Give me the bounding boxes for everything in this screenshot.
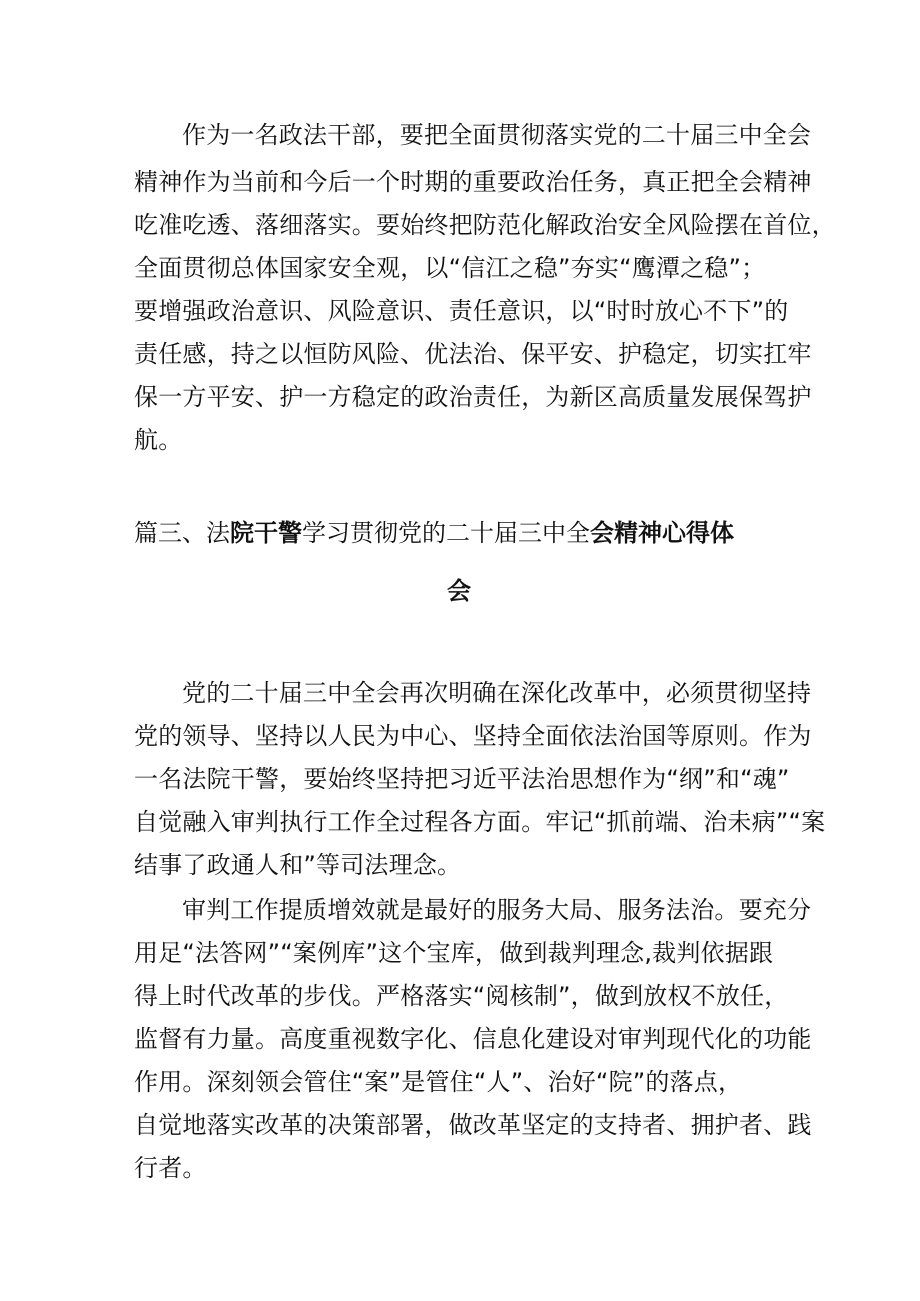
heading-part-bold: 院干警 xyxy=(230,519,302,547)
paragraph-line: 得上时代改革的步伐。严格落实“阅核制”，做到放权不放任， xyxy=(134,982,789,1010)
paragraph-line: 保一方平安、护一方稳定的政治责任，为新区高质量发展保驾护 xyxy=(134,383,812,411)
paragraph-line: 吃准吃透、落细落实。要始终把防范化解政治安全风险摆在首位， xyxy=(134,211,836,239)
paragraph-line: 党的领导、坚持以人民为中心、坚持全面依法治国等原则。作为 xyxy=(134,722,812,750)
paragraph-line: 用足“法答网”“案例库”这个宝库，做到裁判理念,裁判依据跟 xyxy=(134,939,774,967)
paragraph-line: 一名法院干警，要始终坚持把习近平法治思想作为“纲”和“魂” xyxy=(134,765,790,793)
heading-part-bold: 会精神心得体 xyxy=(590,519,734,547)
paragraph-line: 要增强政治意识、风险意识、责任意识，以“时时放心不下”的 xyxy=(134,297,789,325)
paragraph-line: 党的二十届三中全会再次明确在深化改革中，必须贯彻坚持 xyxy=(182,679,812,707)
paragraph-line: 监督有力量。高度重视数字化、信息化建设对审判现代化的功能 xyxy=(134,1025,812,1053)
paragraph-line: 行者。 xyxy=(134,1154,207,1182)
section-heading-continuation: 会 xyxy=(447,577,471,605)
paragraph-line: 结事了政通人和”等司法理念。 xyxy=(134,851,462,879)
paragraph-line: 自觉融入审判执行工作全过程各方面。牢记“抓前端、治未病”“案 xyxy=(134,808,826,836)
paragraph-line: 自觉地落实改革的决策部署，做改革坚定的支持者、拥护者、践 xyxy=(134,1111,812,1139)
paragraph-line: 全面贯彻总体国家安全观，以“信江之稳”夯实“鹰潭之稳”； xyxy=(134,254,766,282)
paragraph-line: 责任感，持之以恒防风险、优法治、保平安、护稳定，切实扛牢 xyxy=(134,340,812,368)
section-heading xyxy=(134,518,734,548)
heading-part: 篇三、法 xyxy=(134,519,230,547)
paragraph-line: 航。 xyxy=(134,426,183,454)
heading-part: 学习贯彻党的二十届三中全 xyxy=(302,519,590,547)
paragraph-line: 作为一名政法干部，要把全面贯彻落实党的二十届三中全会 xyxy=(182,121,812,149)
paragraph-line: 精神作为当前和今后一个时期的重要政治任务，真正把全会精神 xyxy=(134,168,812,196)
paragraph-line: 审判工作提质增效就是最好的服务大局、服务法治。要充分 xyxy=(182,896,812,924)
paragraph-line: 作用。深刻领会管住“案”是管住“人”、治好“院”的落点， xyxy=(134,1068,743,1096)
